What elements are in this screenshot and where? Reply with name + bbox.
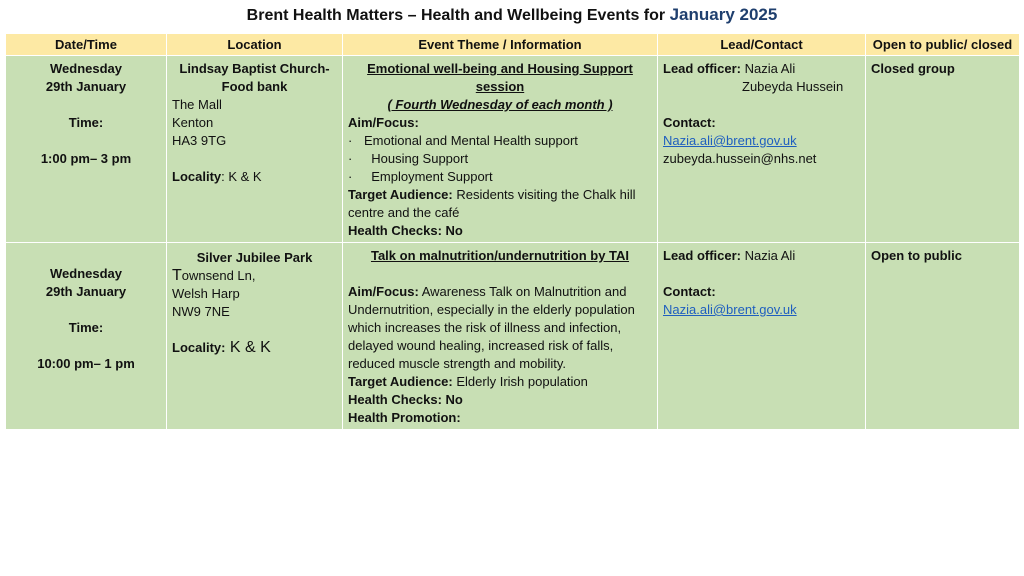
title-prefix: Brent Health Matters – Health and Wellbeing Events for bbox=[246, 7, 666, 24]
location-cell bbox=[167, 243, 343, 430]
lead-cell bbox=[658, 243, 866, 430]
date-cell bbox=[6, 56, 167, 243]
event-cell bbox=[343, 243, 658, 430]
event-day: Wednesday bbox=[49, 61, 122, 76]
table-row bbox=[6, 56, 1020, 243]
email-text: zubeyda.hussein@nhs.net bbox=[663, 151, 817, 166]
header-event-theme: Event Theme / Information bbox=[343, 34, 658, 56]
status-cell: Closed group bbox=[866, 56, 1020, 243]
locality-value: : K & K bbox=[221, 169, 262, 184]
health-promotion: Health Promotion: bbox=[348, 410, 461, 425]
lead-officer-2: Zubeyda Hussein bbox=[742, 79, 844, 94]
event-cell bbox=[343, 56, 658, 243]
header-location: Location bbox=[167, 34, 343, 56]
event-title: Emotional well-being and Housing Support session bbox=[367, 61, 633, 94]
locality-value: K & K bbox=[225, 339, 271, 356]
address-postcode: HA3 9TG bbox=[172, 133, 227, 148]
location-name: Lindsay Baptist Church- Food bank bbox=[179, 61, 330, 94]
header-date-time: Date/Time bbox=[6, 34, 167, 56]
time-label: Time: bbox=[68, 115, 104, 130]
events-table bbox=[5, 33, 1020, 430]
health-checks: Health Checks: No bbox=[348, 392, 463, 407]
page-title bbox=[0, 4, 1024, 27]
target-audience: Target Audience: Residents visiting the Chalk hill centre and the café bbox=[348, 187, 636, 220]
location-cell bbox=[167, 56, 343, 243]
title-month: January 2025 bbox=[669, 5, 778, 24]
event-date: 29th January bbox=[45, 79, 127, 94]
date-cell bbox=[6, 243, 167, 430]
contact-label: Contact: bbox=[663, 115, 716, 130]
event-time: 10:00 pm– 1 pm bbox=[37, 356, 135, 371]
event-day: Wednesday bbox=[49, 266, 122, 281]
locality-label: Locality: bbox=[172, 340, 226, 355]
header-open-closed: Open to public/ closed bbox=[866, 34, 1020, 56]
event-title: Talk on malnutrition/undernutrition by TAI bbox=[370, 248, 630, 263]
time-label: Time: bbox=[68, 320, 104, 335]
address-line: Townsend Ln, bbox=[172, 267, 256, 284]
lead-officer: Lead officer: Nazia Ali bbox=[663, 61, 796, 76]
contact-label: Contact: bbox=[663, 284, 716, 299]
bullet-icon: · bbox=[348, 169, 353, 184]
status-cell: Open to public bbox=[866, 243, 1020, 430]
header-lead-contact: Lead/Contact bbox=[658, 34, 866, 56]
address-line: The Mall bbox=[172, 97, 222, 112]
address-line: Welsh Harp bbox=[172, 286, 240, 301]
bullet-icon: · bbox=[348, 151, 353, 166]
event-subtitle: ( Fourth Wednesday of each month ) bbox=[387, 97, 613, 112]
table-header-row bbox=[6, 34, 1020, 56]
email-link[interactable]: Nazia.ali@brent.gov.uk bbox=[663, 133, 797, 148]
address-postcode: NW9 7NE bbox=[172, 304, 230, 319]
address-line: Kenton bbox=[172, 115, 214, 130]
aim-label: Aim/Focus: bbox=[348, 115, 419, 130]
location-name: Silver Jubilee Park bbox=[196, 250, 313, 265]
event-time: 1:00 pm– 3 pm bbox=[40, 151, 132, 166]
locality-label: Locality bbox=[172, 169, 222, 184]
locality bbox=[172, 168, 337, 186]
target-audience: Target Audience: Elderly Irish population bbox=[348, 374, 588, 389]
email-link[interactable]: Nazia.ali@brent.gov.uk bbox=[663, 302, 797, 317]
list-item: · Emotional and Mental Health support bbox=[348, 133, 578, 148]
list-item: · Employment Support bbox=[348, 169, 493, 184]
table-row bbox=[6, 243, 1020, 430]
lead-cell bbox=[658, 56, 866, 243]
event-date: 29th January bbox=[45, 284, 127, 299]
bullet-icon: · bbox=[348, 133, 353, 148]
list-item: · Housing Support bbox=[348, 151, 469, 166]
health-checks: Health Checks: No bbox=[348, 223, 463, 238]
locality bbox=[172, 339, 337, 357]
lead-officer: Lead officer: Nazia Ali bbox=[663, 248, 796, 263]
aim-focus: Aim/Focus: Awareness Talk on Malnutrition and Undernutrition, especially in the elderly population which increases the risk of illness and infection, delayed wound healing, increased risk of falls, reduced muscle strength and mobility. bbox=[348, 284, 635, 371]
